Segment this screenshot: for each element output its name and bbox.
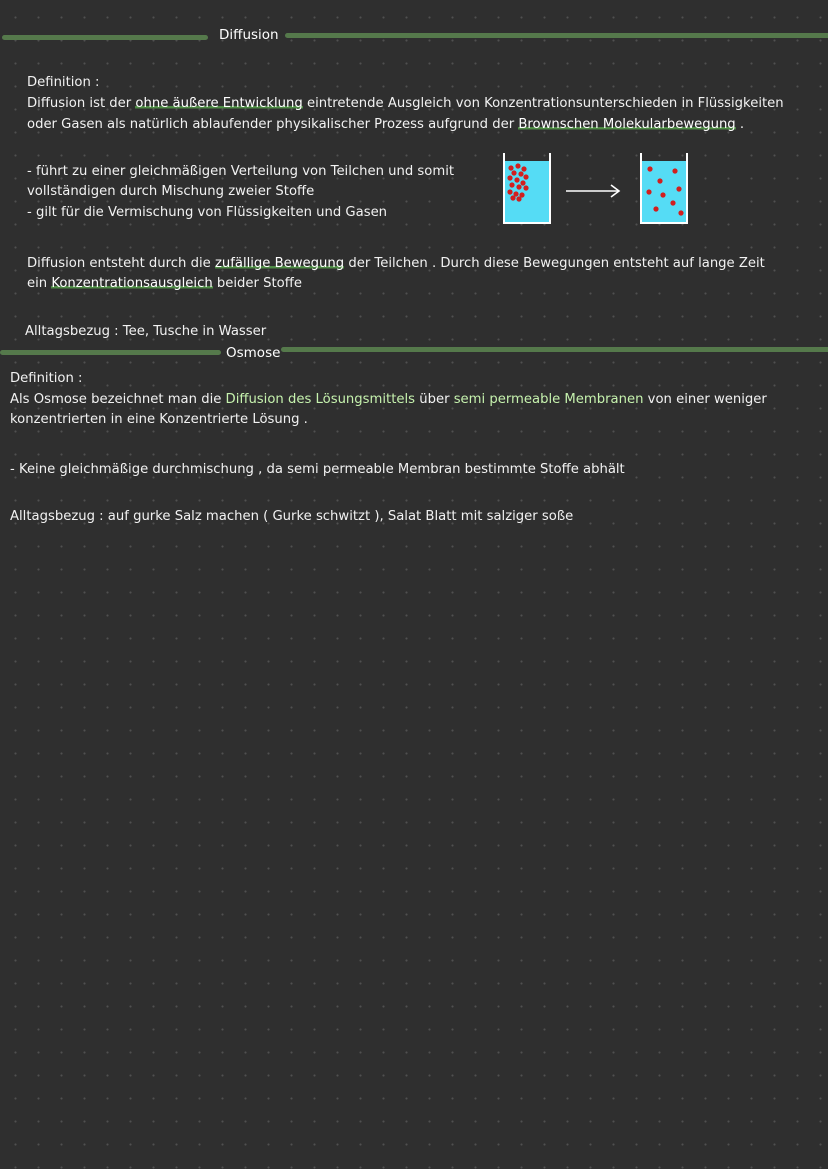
diffusion-title: Diffusion: [219, 27, 279, 43]
osmose-everyday-reference: Alltagsbezug : auf gurke Salz machen ( Gurke schwitzt ), Salat Blatt mit salziger soße: [10, 509, 574, 524]
highlight-semi-permeable-membranen: semi permeable Membranen: [453, 392, 644, 407]
highlight-ohne-aeussere-entwicklung: ohne äußere Entwicklung: [135, 96, 303, 111]
diffusion-divider-left: [2, 35, 208, 40]
diffusion-divider-right: [285, 33, 828, 38]
osmose-definition-line-2: konzentrierten in eine Konzentrierte Lösung .: [10, 412, 308, 427]
osmose-definition-label: Definition :: [10, 371, 83, 386]
osmose-title: Osmose: [226, 345, 281, 361]
diffusion-cause-line-1: Diffusion entsteht durch die zufällige Bewegung der Teilchen . Durch diese Bewegungen entsteht auf lange Zeit: [27, 256, 765, 271]
osmose-definition-line-1: Als Osmose bezeichnet man die Diffusion des Lösungsmittels über semi permeable Membranen von einer weniger: [10, 392, 767, 407]
osmose-divider-right: [281, 347, 828, 352]
arrow-right-icon: [566, 185, 619, 197]
beaker-after: [641, 153, 687, 223]
diffusion-cause-line-2: ein Konzentrationsausgleich beider Stoffe: [27, 276, 302, 291]
diffusion-bullet-1-line-1: - führt zu einer gleichmäßigen Verteilung von Teilchen und somit: [27, 164, 455, 179]
beaker-before: [504, 153, 550, 223]
highlight-zufaellige-bewegung: zufällige Bewegung: [214, 256, 345, 271]
highlight-diffusion-des-loesungsmittels: Diffusion des Lösungsmittels: [225, 392, 416, 407]
diffusion-illustration: [500, 150, 692, 228]
diffusion-everyday-reference: Alltagsbezug : Tee, Tusche in Wasser: [25, 324, 267, 339]
diffusion-definition-line-2: oder Gasen als natürlich ablaufender physikalischer Prozess aufgrund der Brownschen Molekularbewegung .: [27, 117, 745, 132]
diffusion-bullet-2: - gilt für die Vermischung von Flüssigkeiten und Gasen: [27, 205, 388, 220]
osmose-divider-left: [0, 350, 221, 355]
diffusion-definition-line-1: Diffusion ist der ohne äußere Entwicklung eintretende Ausgleich von Konzentrationsunterschieden in Flüssigkeiten: [27, 96, 784, 111]
highlight-konzentrationsausgleich: Konzentrationsausgleich: [51, 276, 213, 291]
highlight-brownsche-molekularbewegung: Brownschen Molekularbewegung: [518, 117, 736, 132]
osmose-bullet: - Keine gleichmäßige durchmischung , da semi permeable Membran bestimmte Stoffe abhält: [10, 462, 625, 477]
diffusion-bullet-1-line-2: vollständigen durch Mischung zweier Stoffe: [27, 184, 315, 199]
diffusion-definition-label: Definition :: [27, 75, 100, 90]
